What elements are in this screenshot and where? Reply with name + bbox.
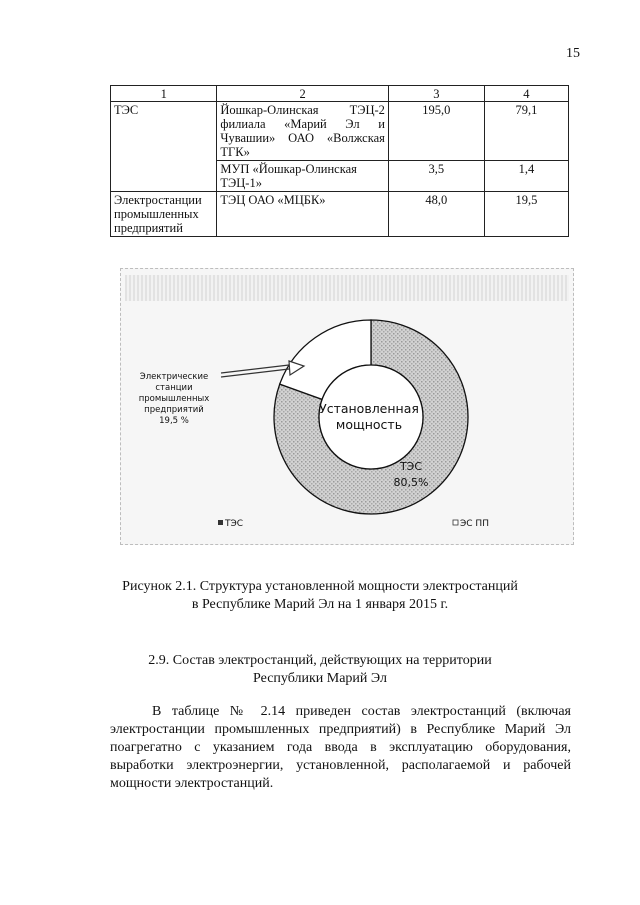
station-cell: Йошкар-Олинская ТЭЦ-2 филиала «Марий Эл и Чувашии» ОАО «Волжская ТГК» <box>217 102 389 161</box>
center-label-line2: мощность <box>335 417 403 432</box>
type-cell: ТЭС <box>111 102 217 161</box>
page-number: 15 <box>566 46 580 61</box>
capacity-cell: 3,5 <box>388 161 484 192</box>
arrow-icon <box>221 361 304 377</box>
slice-label-tes-value: 80,5% <box>393 476 429 489</box>
body-paragraph: В таблице № 2.14 приведен состав электростанций (включая электростанции промышленных предприятий) в Республике Марий Эл поагрегатно с указанием года ввода в эксплуатацию оборудования, выработки электроэнергии, установленной, располагаемой и рабочей мощности электростанций. <box>110 704 571 791</box>
legend-swatch-tes <box>218 520 223 525</box>
heading-line: 2.9. Состав электростанций, действующих на территории <box>148 653 492 668</box>
heading-line: Республики Марий Эл <box>253 671 387 686</box>
table-row <box>111 192 569 237</box>
capacity-structure-chart <box>120 268 574 545</box>
slice-label-espp-value: 19,5 % <box>159 416 189 426</box>
center-label-line1: Установленная <box>319 401 419 416</box>
donut-chart-svg <box>121 269 573 544</box>
type-cell: Электростанции промышленных предприятий <box>111 192 217 237</box>
table-header-cell: 3 <box>388 86 484 102</box>
slice-label-espp-line1: Электрические <box>139 372 209 382</box>
station-cell: ТЭЦ ОАО «МЦБК» <box>217 192 389 237</box>
share-cell: 19,5 <box>484 192 568 237</box>
station-cell: МУП «Йошкар-Олинская ТЭЦ-1» <box>217 161 389 192</box>
legend-label-espp: ЭС ПП <box>460 519 489 529</box>
legend-swatch-espp <box>453 520 458 525</box>
figure-caption <box>110 578 530 614</box>
power-plants-table <box>110 85 569 237</box>
slice-label-espp-line4: предприятий <box>144 405 204 415</box>
caption-line: Рисунок 2.1. Структура установленной мощности электростанций <box>122 579 518 594</box>
capacity-cell: 195,0 <box>388 102 484 161</box>
capacity-cell: 48,0 <box>388 192 484 237</box>
table-row <box>111 102 569 161</box>
table-header-row <box>111 86 569 102</box>
table-header-cell: 4 <box>484 86 568 102</box>
table-header-cell: 1 <box>111 86 217 102</box>
type-cell <box>111 161 217 192</box>
caption-line: в Республике Марий Эл на 1 января 2015 г. <box>191 597 449 612</box>
legend-label-tes: ТЭС <box>225 519 244 529</box>
slice-label-espp-line3: промышленных <box>138 394 210 404</box>
slice-label-espp-line2: станции <box>155 383 193 393</box>
slice-label-tes-name: ТЭС <box>399 460 423 473</box>
share-cell: 79,1 <box>484 102 568 161</box>
section-heading <box>110 652 530 688</box>
table-header-cell: 2 <box>217 86 389 102</box>
share-cell: 1,4 <box>484 161 568 192</box>
table-row <box>111 161 569 192</box>
